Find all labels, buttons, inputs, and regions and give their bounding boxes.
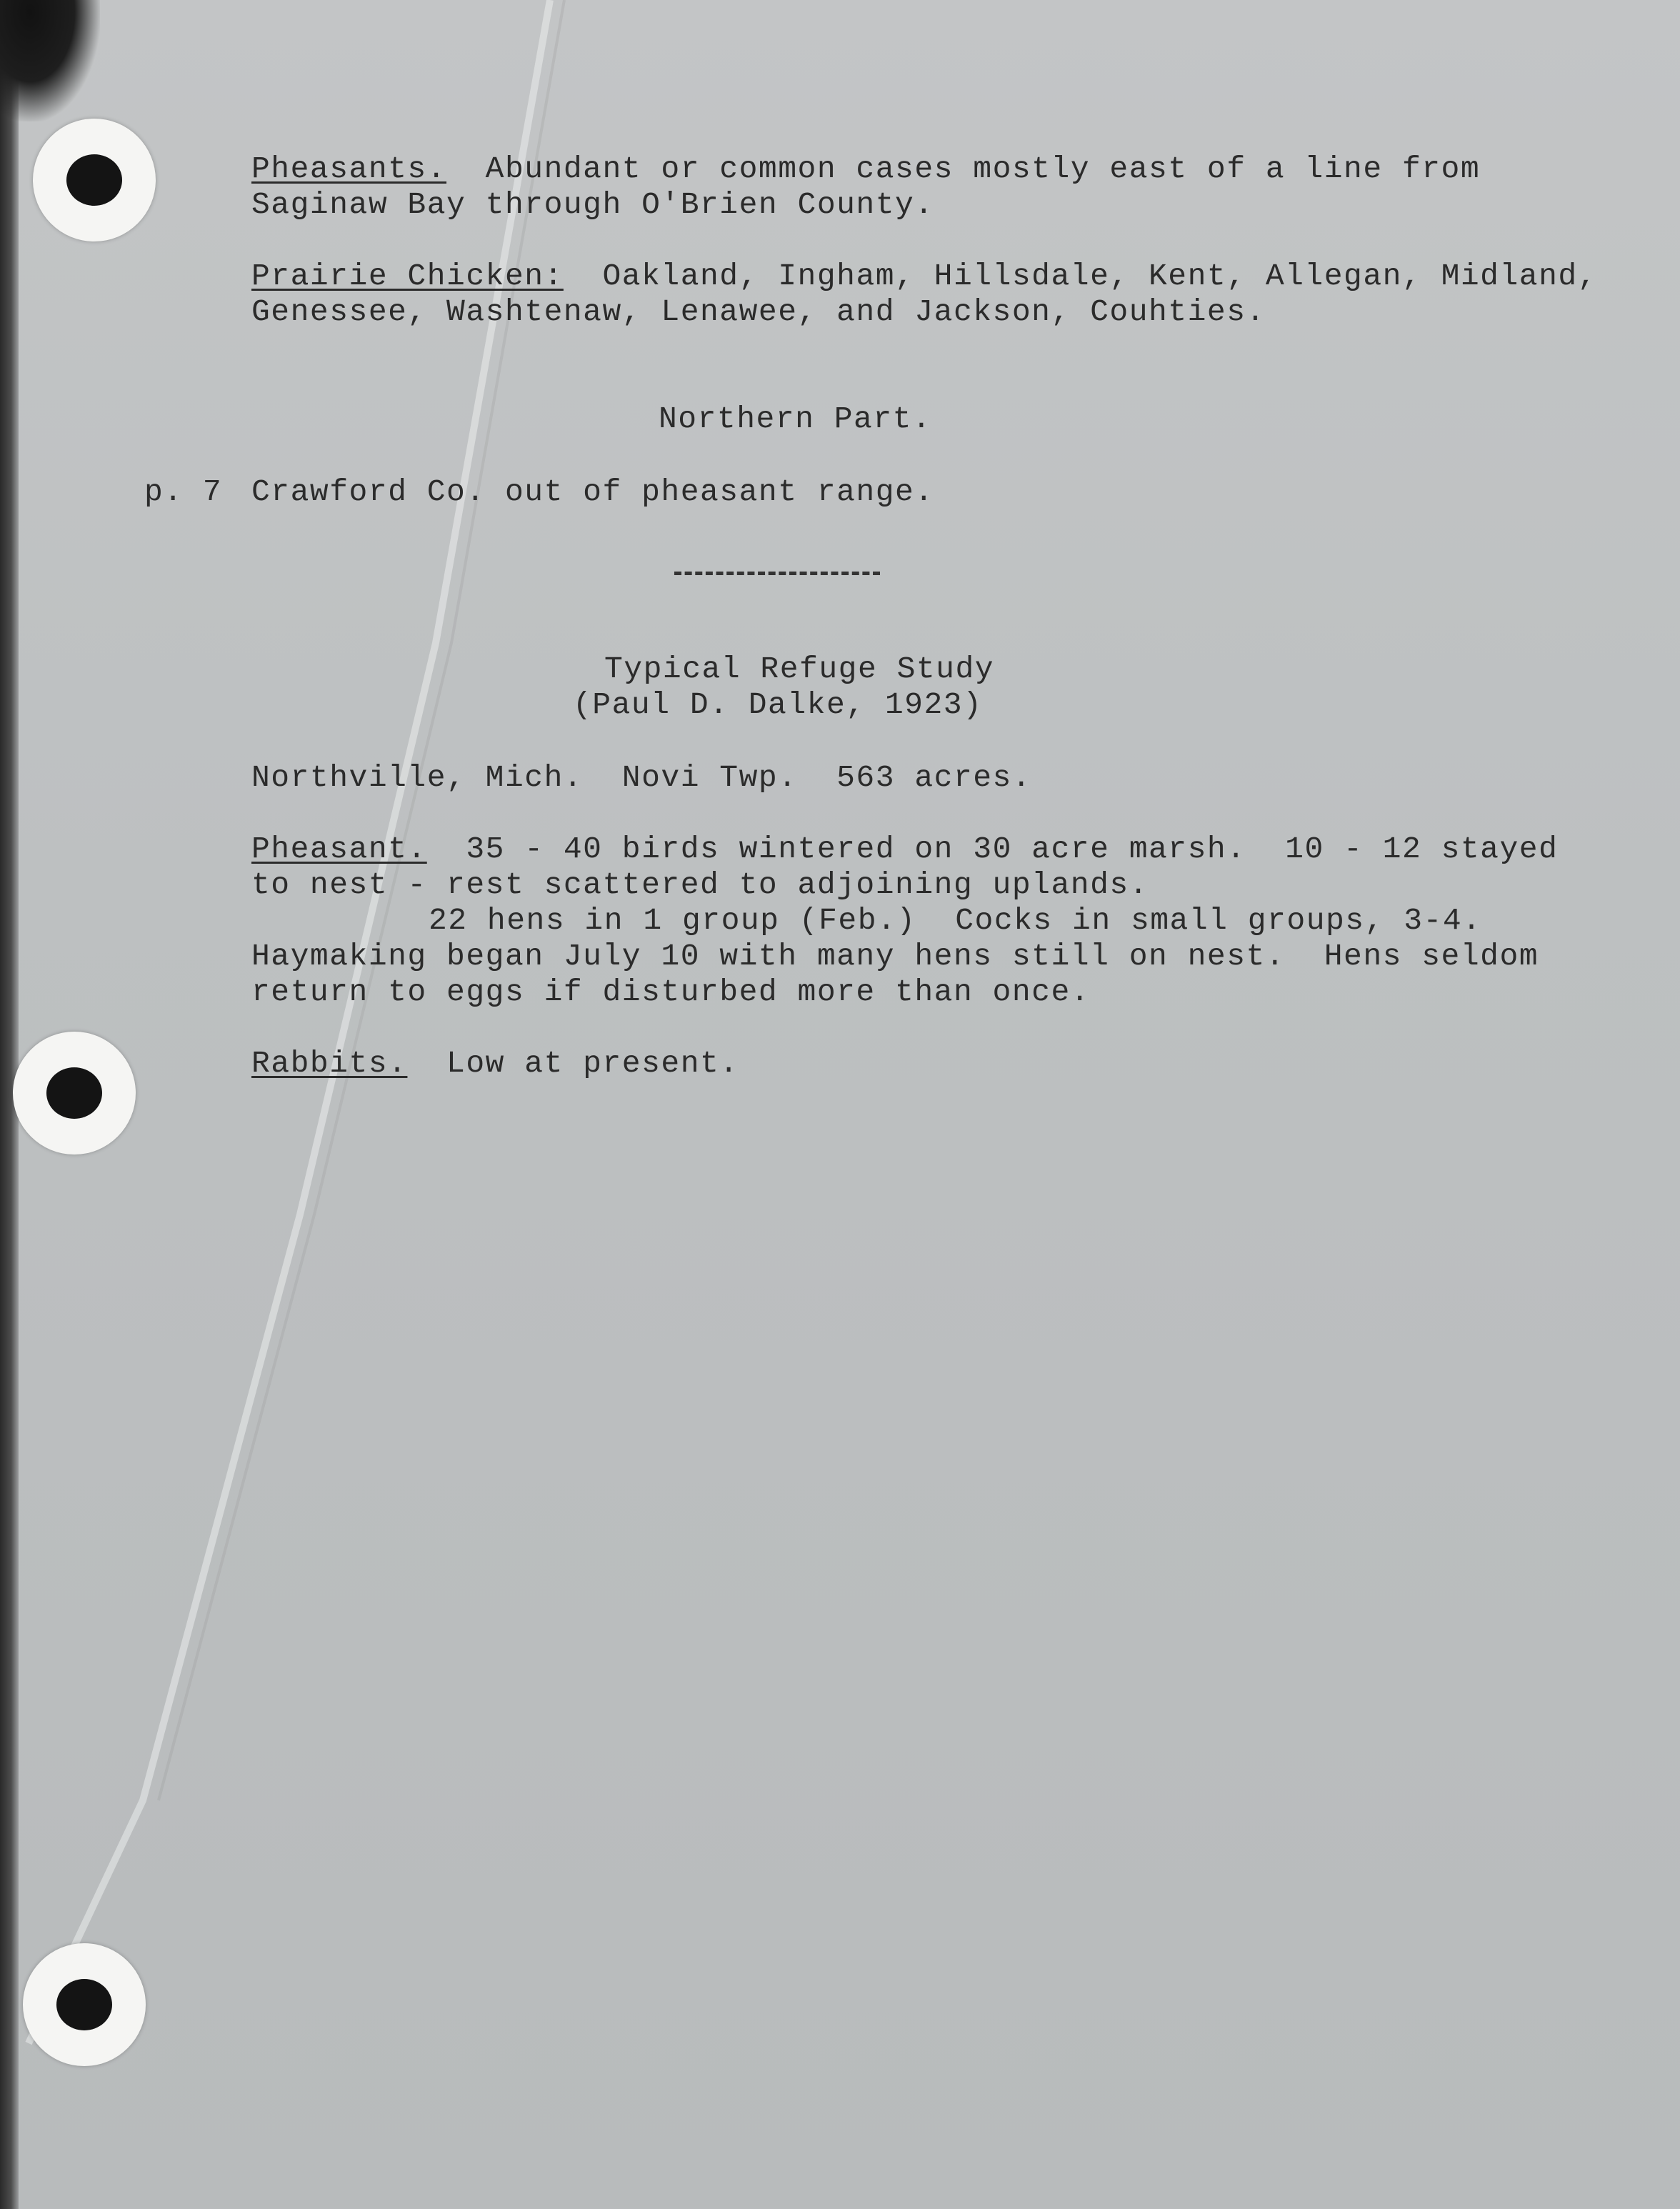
rabbits-label: Rabbits. <box>251 1046 408 1081</box>
pheasant-study-label: Pheasant. <box>251 832 427 867</box>
pheasant-study-line-4: Haymaking began July 10 with many hens still on nest. Hens seldom <box>251 939 1539 974</box>
refuge-study-author: (Paul D. Dalke, 1923) <box>573 687 983 722</box>
punch-hole-middle <box>13 1032 136 1155</box>
torn-corner <box>0 0 100 121</box>
prairie-chicken-text-1: Oakland, Ingham, Hillsdale, Kent, Allegan, Midland, <box>563 259 1597 294</box>
pheasants-line-2: Saginaw Bay through O'Brien County. <box>251 187 934 222</box>
separator-dashes <box>674 572 880 575</box>
pheasant-study-line-1 <box>251 832 1558 867</box>
prairie-chicken-line-1 <box>251 259 1597 294</box>
crawford-county-line: Crawford Co. out of pheasant range. <box>251 474 934 509</box>
pheasants-line-1 <box>251 151 1480 187</box>
punch-hole-bottom <box>23 1943 146 2066</box>
prairie-chicken-label: Prairie Chicken: <box>251 259 564 294</box>
pheasant-study-line-2: to nest - rest scattered to adjoining uplands. <box>251 867 1149 902</box>
pheasant-study-line-5: return to eggs if disturbed more than once. <box>251 974 1091 1009</box>
page-reference: p. 7 <box>144 474 223 509</box>
refuge-location-line: Northville, Mich. Novi Twp. 563 acres. <box>251 760 1032 795</box>
pheasants-label: Pheasants. <box>251 151 447 186</box>
northern-part-heading: Northern Part. <box>659 402 932 437</box>
pheasants-text-1: Abundant or common cases mostly east of a line from <box>446 151 1481 186</box>
refuge-study-title: Typical Refuge Study <box>604 652 995 687</box>
prairie-chicken-line-2: Genessee, Washtenaw, Lenawee, and Jackson, Couhties. <box>251 294 1266 329</box>
rabbits-line <box>251 1046 739 1082</box>
pheasant-study-line-3: 22 hens in 1 group (Feb.) Cocks in small groups, 3-4. <box>429 903 1482 938</box>
rabbits-text: Low at present. <box>407 1046 739 1081</box>
punch-hole-top <box>33 119 156 241</box>
pheasant-study-text-1: 35 - 40 birds wintered on 30 acre marsh. 10 - 12 stayed <box>426 832 1559 867</box>
